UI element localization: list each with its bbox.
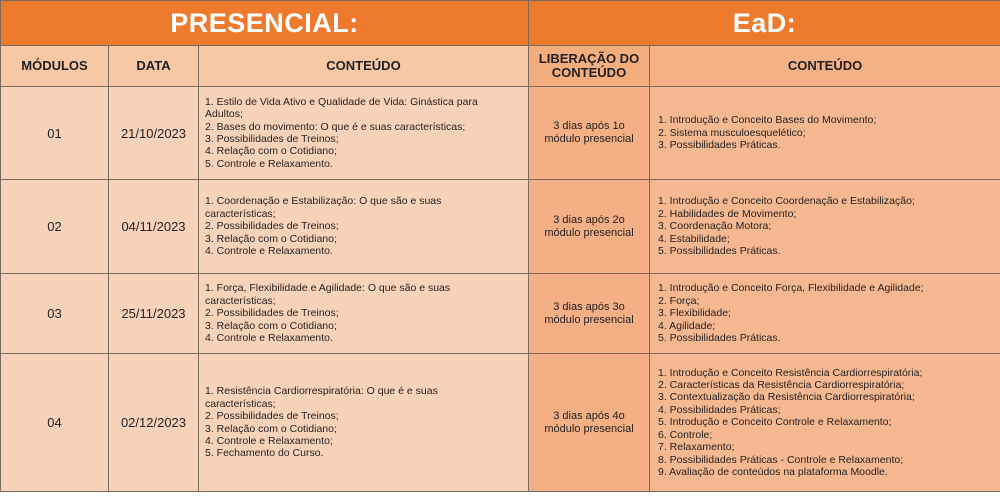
liberacao-line: módulo presencial xyxy=(544,133,634,145)
ead-content xyxy=(650,354,1000,492)
liberacao-line: 3 dias após 4o xyxy=(553,409,625,422)
content-line: 1. Resistência Cardiorrespiratória: O que é e suas xyxy=(205,385,438,398)
content-line: 5. Possibilidades Práticas. xyxy=(658,245,781,258)
module-number: 02 xyxy=(1,180,109,274)
content-line: 5. Controle e Relaxamento. xyxy=(205,157,333,170)
table-row xyxy=(1,354,1000,492)
content-line: 4. Relação com o Cotidiano; xyxy=(205,145,337,158)
content-line: 3. Relação com o Cotidiano; xyxy=(205,232,337,245)
liberacao-cell xyxy=(529,274,650,354)
content-line: 5. Possibilidades Práticas. xyxy=(658,332,781,345)
content-line: 2. Bases do movimento: O que é e suas características; xyxy=(205,120,466,133)
ead-content xyxy=(650,274,1000,354)
content-line: 1. Introdução e Conceito Resistência Cardiorrespiratória; xyxy=(658,366,923,379)
header-row xyxy=(1,46,1000,87)
liberacao-line: 3 dias após 1o xyxy=(553,120,625,132)
banner-row xyxy=(1,1,1000,46)
content-line: 1. Introdução e Conceito Coordenação e Estabilização; xyxy=(658,195,915,208)
ead-content xyxy=(650,180,1000,274)
liberacao-line: 3 dias após 3o xyxy=(553,300,625,313)
content-line: 1. Força, Flexibilidade e Agilidade: O que são e suas xyxy=(205,282,451,295)
table-row xyxy=(1,274,1000,354)
content-line: 8. Possibilidades Práticas - Controle e Relaxamento; xyxy=(658,453,904,466)
presencial-content xyxy=(199,274,529,354)
content-line: 1. Estilo de Vida Ativo e Qualidade de Vida: Ginástica para xyxy=(205,95,478,108)
header-conteudo-ead: CONTEÚDO xyxy=(650,46,1000,87)
liberacao-line: 3 dias após 2o xyxy=(553,213,625,226)
content-line: 1. Introdução e Conceito Força, Flexibilidade e Agilidade; xyxy=(658,282,924,295)
module-number: 03 xyxy=(1,274,109,354)
table-body xyxy=(1,87,1000,492)
liberacao-cell xyxy=(529,87,650,180)
header-liberacao xyxy=(529,46,650,87)
presencial-content xyxy=(199,354,529,492)
header-data: DATA xyxy=(109,46,199,87)
content-line: 9. Avaliação de conteúdos na plataforma Moodle. xyxy=(658,465,888,478)
content-line: Adultos; xyxy=(205,108,243,121)
ead-content xyxy=(650,87,1000,180)
content-line: 3. Possibilidades Práticas. xyxy=(658,139,781,152)
content-line: 2. Possibilidades de Treinos; xyxy=(205,220,339,233)
liberacao-line: módulo presencial xyxy=(544,226,634,239)
content-line: 4. Controle e Relaxamento; xyxy=(205,434,333,447)
content-line: 5. Fechamento do Curso. xyxy=(205,447,324,460)
content-line: 3. Relação com o Cotidiano; xyxy=(205,319,337,332)
module-date: 25/11/2023 xyxy=(109,274,199,354)
header-conteudo-presencial: CONTEÚDO xyxy=(199,46,529,87)
module-number: 01 xyxy=(1,87,109,180)
content-line: características; xyxy=(205,397,276,410)
content-line: 1. Introdução e Conceito Bases do Movimento; xyxy=(658,114,877,127)
presencial-banner: PRESENCIAL: xyxy=(1,1,529,46)
liberacao-cell xyxy=(529,180,650,274)
header-modulos: MÓDULOS xyxy=(1,46,109,87)
content-line: 3. Possibilidades de Treinos; xyxy=(205,133,339,145)
module-date: 04/11/2023 xyxy=(109,180,199,274)
content-line: 4. Controle e Relaxamento. xyxy=(205,332,333,345)
content-line: características; xyxy=(205,207,276,220)
table-row xyxy=(1,87,1000,180)
table-row xyxy=(1,180,1000,274)
content-line: 7. Relaxamento; xyxy=(658,441,735,454)
header-liberacao-line: LIBERAÇÃO DO xyxy=(538,51,640,66)
content-line: 3. Contextualização da Resistência Cardiorrespiratória; xyxy=(658,391,915,404)
content-line: 6. Controle; xyxy=(658,428,713,441)
content-line: 2. Características da Resistência Cardiorrespiratória; xyxy=(658,379,905,392)
content-line: 1. Coordenação e Estabilização: O que são e suas xyxy=(205,195,442,208)
content-line: 2. Força; xyxy=(658,294,700,307)
module-date: 02/12/2023 xyxy=(109,354,199,492)
content-line: 3. Flexibilidade; xyxy=(658,307,731,320)
content-line: 3. Coordenação Motora; xyxy=(658,220,772,233)
header-liberacao-line: CONTEÚDO xyxy=(551,65,627,80)
content-line: 2. Possibilidades de Treinos; xyxy=(205,307,339,320)
presencial-content xyxy=(199,87,529,180)
module-date: 21/10/2023 xyxy=(109,87,199,180)
content-line: 5. Introdução e Conceito Controle e Relaxamento; xyxy=(658,416,892,429)
content-line: 4. Possibilidades Práticas; xyxy=(658,403,781,416)
content-line: 2. Habilidades de Movimento; xyxy=(658,207,797,220)
content-line: 2. Possibilidades de Treinos; xyxy=(205,410,339,423)
content-line: 3. Relação com o Cotidiano; xyxy=(205,422,337,435)
ead-banner: EaD: xyxy=(529,1,1000,46)
liberacao-line: módulo presencial xyxy=(544,313,634,326)
content-line: 4. Controle e Relaxamento. xyxy=(205,245,333,258)
content-line: características; xyxy=(205,294,276,307)
module-number: 04 xyxy=(1,354,109,492)
liberacao-line: módulo presencial xyxy=(544,422,634,435)
content-line: 4. Estabilidade; xyxy=(658,232,730,245)
content-line: 4. Agilidade; xyxy=(658,319,716,332)
presencial-content xyxy=(199,180,529,274)
content-line: 2. Sistema musculoesquelético; xyxy=(658,126,806,139)
liberacao-cell xyxy=(529,354,650,492)
